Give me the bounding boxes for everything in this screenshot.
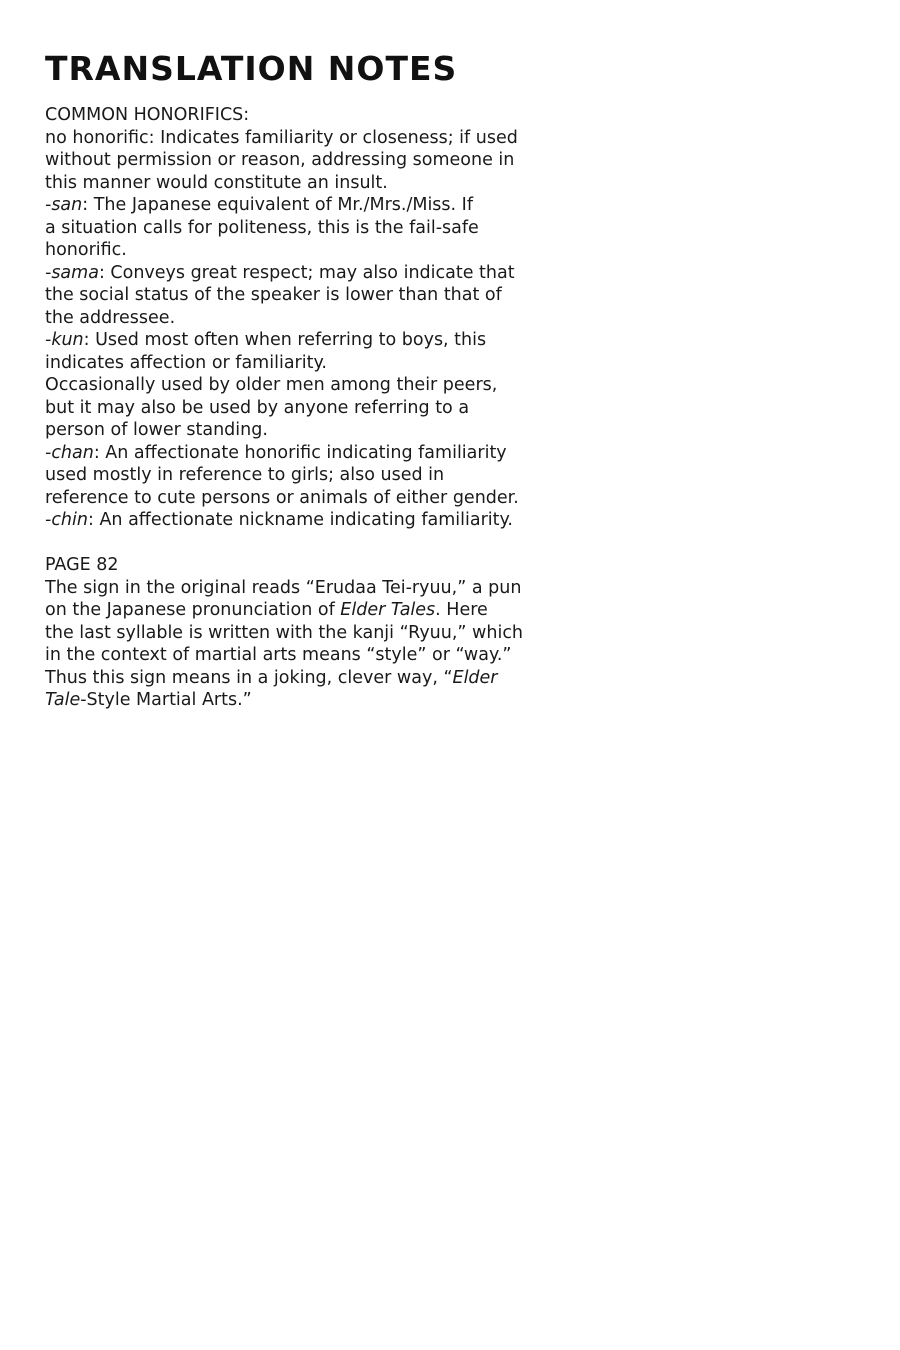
note-line: the addressee. <box>45 307 176 328</box>
note-line: indicates affection or familiarity. <box>45 352 327 373</box>
note-line: a situation calls for politeness, this is the fail-safe <box>45 217 479 238</box>
title-reference: Tale <box>45 690 81 710</box>
note-no-honorific <box>45 127 565 195</box>
note-line <box>45 509 565 532</box>
note-line <box>45 442 565 465</box>
note-line: The sign in the original reads “Erudaa Tei-ryuu,” a pun <box>45 577 522 598</box>
paragraph-spacer <box>45 532 565 555</box>
honorifics-heading: COMMON HONORIFICS: <box>45 105 250 125</box>
note-line: the social status of the speaker is lower than that of <box>45 285 502 305</box>
notes-body <box>45 104 565 712</box>
note-text: : Used most often when referring to boys, this <box>83 330 487 350</box>
note-kun <box>45 329 565 442</box>
note-line: reference to cute persons or animals of either gender. <box>45 487 519 508</box>
note-line <box>45 667 565 690</box>
note-line <box>45 194 565 217</box>
title-reference: Elder Tales <box>340 600 436 620</box>
note-line <box>45 329 565 352</box>
note-text: . Here <box>435 600 488 620</box>
note-line: honorific. <box>45 240 127 260</box>
note-text: Thus this sign means in a joking, clever way, “ <box>45 667 453 688</box>
note-text: on the Japanese pronunciation of <box>45 600 341 620</box>
note-line <box>45 689 565 712</box>
note-line: but it may also be used by anyone referring to a <box>45 397 470 418</box>
honorific-term: -sama <box>45 262 99 283</box>
note-line: used mostly in reference to girls; also used in <box>45 465 445 485</box>
note-page-82 <box>45 554 565 712</box>
translation-notes-page <box>45 48 565 712</box>
title-reference: Elder <box>452 667 498 688</box>
honorific-term: -kun <box>45 330 84 350</box>
note-chan <box>45 442 565 510</box>
note-text: : An affectionate honorific indicating familiarity <box>93 442 507 463</box>
note-line: person of lower standing. <box>45 420 268 440</box>
note-line: in the context of martial arts means “style” or “way.” <box>45 645 512 665</box>
page-82-heading: PAGE 82 <box>45 555 119 575</box>
note-line <box>45 262 565 285</box>
note-line: without permission or reason, addressing someone in <box>45 150 515 170</box>
note-san <box>45 194 565 262</box>
note-line: no honorific: Indicates familiarity or closeness; if used <box>45 127 518 148</box>
honorific-term: -chan <box>45 442 94 463</box>
note-chin <box>45 509 565 532</box>
note-line: this manner would constitute an insult. <box>45 172 388 193</box>
note-text: : Conveys great respect; may also indicate that <box>98 262 515 283</box>
note-sama <box>45 262 565 330</box>
note-text: : An affectionate nickname indicating familiarity. <box>87 510 513 530</box>
note-text: -Style Martial Arts.” <box>80 690 252 710</box>
page-title: TRANSLATION NOTES <box>45 49 458 88</box>
note-text: : The Japanese equivalent of Mr./Mrs./Miss. If <box>82 195 473 215</box>
honorific-term: -chin <box>45 510 88 530</box>
honorific-term: -san <box>45 195 83 215</box>
note-line <box>45 599 565 622</box>
note-line: the last syllable is written with the kanji “Ryuu,” which <box>45 622 524 643</box>
note-line: Occasionally used by older men among their peers, <box>45 375 498 395</box>
